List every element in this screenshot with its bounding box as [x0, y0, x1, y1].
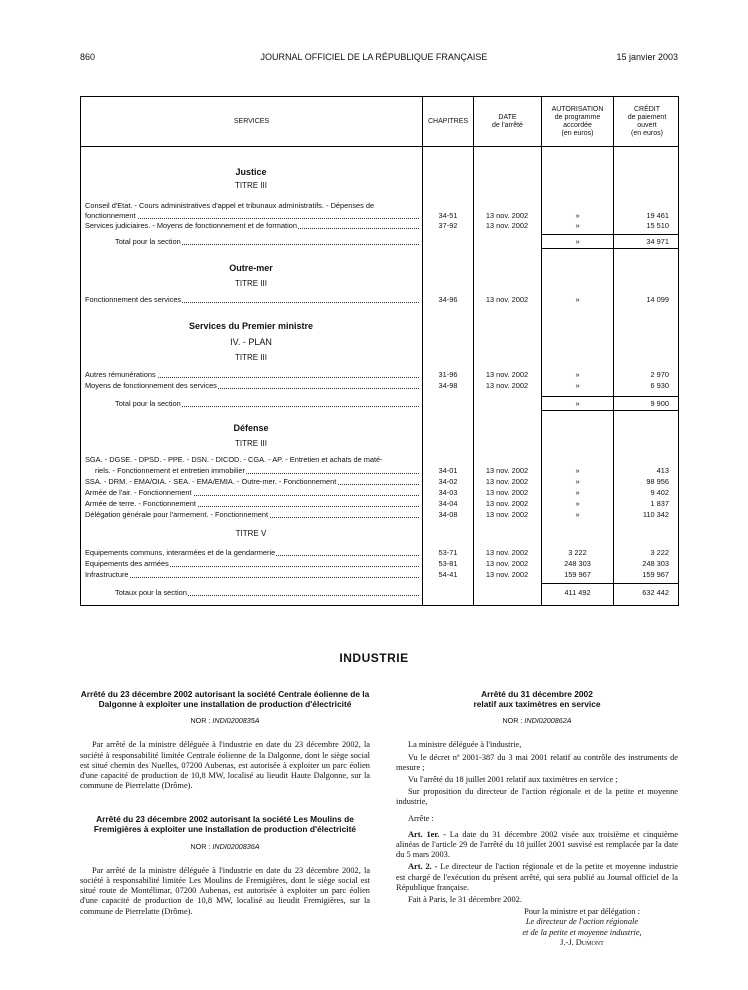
- row-autorisation: »: [575, 237, 580, 246]
- row-label: Fonctionnement des services: [85, 295, 419, 305]
- row-autorisation: »: [575, 466, 580, 475]
- row-label: Délégation générale pour l'armement. - Fonctionnement: [85, 510, 419, 520]
- article-body: Par arrêté de la ministre déléguée à l'industrie en date du 23 décembre 2002, la société à responsabilité limitée Les Moulins de Fremigières, dont le siège social est situé route de Montélimar, 07200 Aubenas, est autorisée à exploiter un parc éolien d'une capacité de production de 10,8 MW, localisé au lieudit Fremigières, sur la commune de Pierrelatte (Drôme).: [80, 865, 370, 916]
- nor-reference: NOR : INDI0200862A: [502, 716, 572, 726]
- row-chapitre: 31-96: [438, 370, 458, 379]
- article-1: Art. 1er. - La date du 31 décembre 2002 visée aux troisième et cinquième alinéas de l'article 29 de l'arrêté du 18 juillet 2001 susvisé est remplacée par la date du 5 mars 2003.: [396, 829, 678, 860]
- issue-date: 15 janvier 2003: [616, 52, 678, 62]
- row-autorisation: »: [575, 211, 580, 220]
- col-header-credit: CRÉDIT de paiement ouvert (en euros): [627, 105, 667, 137]
- row-autorisation: »: [575, 499, 580, 508]
- article-title: Arrêté du 23 décembre 2002 autorisant la société Les Moulins de Fremigières à exploiter une installation de production d'électricité: [93, 814, 357, 834]
- row-chapitre: 37-92: [438, 221, 458, 230]
- row-label: Armée de terre. - Fonctionnement: [85, 499, 419, 509]
- article-paragraph: Vu le décret nº 2001-387 du 3 mai 2001 relatif au contrôle des instruments de mesure ;: [396, 752, 678, 772]
- row-label: Autres rémunérations: [85, 370, 419, 380]
- row-autorisation: 3 222: [568, 548, 587, 557]
- row-label: Total pour la section: [115, 237, 419, 247]
- journal-title: JOURNAL OFFICIEL DE LA RÉPUBLIQUE FRANÇAISE: [260, 52, 488, 62]
- row-credit: 2 970: [650, 370, 669, 379]
- row-date: 13 nov. 2002: [485, 570, 529, 579]
- row-label: fonctionnement: [85, 211, 419, 221]
- column-divider: [422, 97, 423, 605]
- section-titre: TITRE V: [235, 529, 267, 538]
- row-credit: 98 956: [646, 477, 669, 486]
- row-autorisation: 248 303: [564, 559, 591, 568]
- row-date: 13 nov. 2002: [485, 370, 529, 379]
- row-chapitre: 34-51: [438, 211, 458, 220]
- row-autorisation: 159 967: [564, 570, 591, 579]
- row-chapitre: 34-01: [438, 466, 458, 475]
- col-header-date: DATE de l'arrêté: [492, 113, 523, 129]
- row-date: 13 nov. 2002: [485, 221, 529, 230]
- row-date: 13 nov. 2002: [485, 295, 529, 304]
- total-rule: [542, 583, 678, 584]
- row-date: 13 nov. 2002: [485, 477, 529, 486]
- row-credit: 19 461: [646, 211, 669, 220]
- row-chapitre: 34-96: [438, 295, 458, 304]
- row-label-line: SGA. - DGSE. - DPSD. - PPE. - DSN. - DICOD. - CGA. - AP. - Entretien et achats de maté-: [85, 455, 383, 464]
- article-paragraph: Vu l'arrêté du 18 juillet 2001 relatif aux taximètres en service ;: [408, 775, 618, 784]
- row-autorisation: 411 492: [564, 588, 591, 597]
- row-date: 13 nov. 2002: [485, 548, 529, 557]
- article-title: Arrêté du 23 décembre 2002 autorisant la société Centrale éolienne de la Dalgonne à exploiter une installation de production d'électricité: [80, 689, 370, 709]
- row-autorisation: »: [575, 510, 580, 519]
- section-heading: Défense: [233, 423, 269, 433]
- row-credit: 15 510: [646, 221, 669, 230]
- column-divider: [613, 97, 614, 605]
- credits-table: [80, 96, 679, 606]
- row-autorisation: »: [575, 295, 580, 304]
- col-header-chapitres: CHAPITRES: [427, 117, 469, 125]
- article-title: Arrêté du 31 décembre 2002 relatif aux taximètres en service: [473, 689, 601, 709]
- nor-reference: NOR : INDI0200835A: [190, 716, 260, 726]
- row-chapitre: 34-02: [438, 477, 458, 486]
- article-2: Art. 2. - Le directeur de l'action régionale et de la petite et moyenne industrie est chargé de l'exécution du présent arrêté, qui sera publié au Journal officiel de la République française.: [396, 862, 679, 892]
- row-label: Armée de l'air. - Fonctionnement: [85, 488, 419, 498]
- row-label: Moyens de fonctionnement des services: [85, 381, 419, 391]
- row-autorisation: »: [575, 399, 580, 408]
- section-title: INDUSTRIE: [339, 651, 409, 665]
- arrete-heading: Arrête :: [408, 813, 434, 823]
- row-chapitre: 34-04: [438, 499, 458, 508]
- row-credit: 9 900: [650, 399, 669, 408]
- nor-reference: NOR : INDI0200836A: [190, 841, 260, 851]
- row-credit: 1 837: [650, 499, 669, 508]
- row-label: Equipements des armées: [85, 559, 419, 569]
- row-autorisation: »: [575, 221, 580, 230]
- row-chapitre: 53-71: [438, 548, 458, 557]
- row-credit: 159 967: [642, 570, 669, 579]
- signature-place-date: Fait à Paris, le 31 décembre 2002.: [408, 895, 522, 905]
- col-header-autorisation: AUTORISATION de programme accordée (en euros): [551, 105, 604, 137]
- row-date: 13 nov. 2002: [485, 559, 529, 568]
- article-body: Par arrêté de la ministre déléguée à l'industrie en date du 23 décembre 2002, la société à responsabilité limitée Centrale éolienne de la Dalgonne, dont le siège social est situé chemin des Nuelles, 07200 Aubenas, est autorisée à exploiter un parc éolien d'une capacité de production de 10,8 MW, localisé au lieudit Haute Dalgonne, sur la commune de Pierrelatte (Drôme).: [80, 740, 370, 791]
- row-date: 13 nov. 2002: [485, 499, 529, 508]
- signature-block: Pour la ministre et par délégation : Le directeur de l'action régionale et de la petite et moyenne industrie, J.-J. Dumont: [522, 907, 642, 947]
- row-date: 13 nov. 2002: [485, 510, 529, 519]
- row-credit: 110 342: [642, 510, 669, 519]
- right-column: [396, 690, 678, 948]
- row-credit: 14 099: [646, 295, 669, 304]
- section-subheading: IV. - PLAN: [230, 337, 272, 347]
- row-label: Total pour la section: [115, 399, 419, 409]
- total-rule: [542, 234, 678, 235]
- left-column: [80, 690, 370, 919]
- article-paragraph: Sur proposition du directeur de l'action régionale et de la petite et moyenne industrie,: [396, 787, 678, 807]
- column-divider: [473, 97, 474, 605]
- column-divider: [541, 97, 542, 605]
- row-date: 13 nov. 2002: [485, 488, 529, 497]
- row-chapitre: 34-98: [438, 381, 458, 390]
- row-label: Services judiciaires. - Moyens de fonctionnement et de formation: [85, 221, 419, 231]
- article-paragraph: La ministre déléguée à l'industrie,: [408, 740, 522, 750]
- section-titre: TITRE III: [235, 439, 267, 448]
- col-header-services: SERVICES: [233, 117, 270, 125]
- page-number: 860: [80, 52, 96, 62]
- row-credit: 6 930: [650, 381, 669, 390]
- row-autorisation: »: [575, 370, 580, 379]
- row-chapitre: 34-03: [438, 488, 458, 497]
- section-titre: TITRE III: [235, 279, 267, 288]
- row-credit: 248 303: [642, 559, 669, 568]
- row-credit: 9 402: [650, 488, 669, 497]
- section-heading: Outre-mer: [229, 263, 273, 273]
- row-credit: 413: [656, 466, 669, 475]
- total-rule: [542, 248, 678, 249]
- row-label: Equipements communs, interarmées et de la gendarmerie: [85, 548, 419, 558]
- header-rule: [81, 146, 678, 147]
- row-credit: 34 971: [646, 237, 669, 246]
- row-chapitre: 54-41: [438, 570, 458, 579]
- row-date: 13 nov. 2002: [485, 381, 529, 390]
- row-date: 13 nov. 2002: [485, 211, 529, 220]
- section-titre: TITRE III: [235, 181, 267, 190]
- row-credit: 632 442: [642, 588, 669, 597]
- row-label: Totaux pour la section: [115, 588, 419, 598]
- row-credit: 3 222: [650, 548, 669, 557]
- section-heading: Justice: [235, 167, 267, 177]
- row-date: 13 nov. 2002: [485, 466, 529, 475]
- section-heading: Services du Premier ministre: [188, 321, 314, 331]
- row-label: SSA. - DRM. - EMA/OIA. - SEA. - EMA/EMIA. - Outre-mer. - Fonctionnement: [85, 477, 419, 487]
- row-label: riels. - Fonctionnement et entretien immobilier: [95, 466, 419, 476]
- row-autorisation: »: [575, 477, 580, 486]
- section-titre: TITRE III: [235, 353, 267, 362]
- total-rule: [542, 396, 678, 397]
- row-autorisation: »: [575, 488, 580, 497]
- row-label: Infrastructure: [85, 570, 419, 580]
- row-autorisation: »: [575, 381, 580, 390]
- total-rule: [542, 410, 678, 411]
- row-chapitre: 53-81: [438, 559, 458, 568]
- row-chapitre: 34-08: [438, 510, 458, 519]
- row-label-line: Conseil d'Etat. - Cours administratives d'appel et tribunaux administratifs. - Dépenses de: [85, 201, 375, 210]
